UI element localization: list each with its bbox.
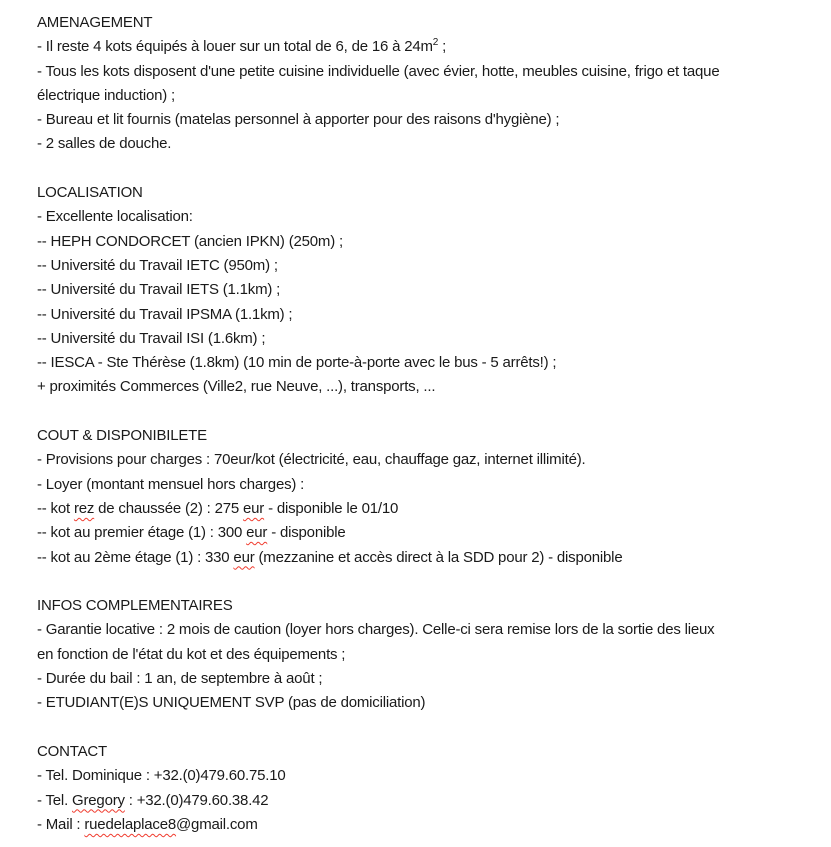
text-segment: - Excellente localisation: xyxy=(37,208,193,226)
blank-line xyxy=(37,716,821,740)
text-segment: - Tous les kots disposent d'une petite cuisine individuelle (avec évier, hotte, meubles cuisine, frigo et taque xyxy=(37,62,720,80)
text-line xyxy=(37,230,821,254)
text-segment: de chaussée (2) : 275 xyxy=(94,499,244,517)
text-line xyxy=(37,108,821,132)
section-heading: INFOS COMPLEMENTAIRES xyxy=(37,597,233,615)
text-segment: - Il reste 4 kots équipés à louer sur un total de 6, de 16 à 24m xyxy=(37,38,433,56)
text-line xyxy=(37,303,821,327)
document-content xyxy=(37,11,821,837)
blank-line xyxy=(37,400,821,424)
text-line xyxy=(37,764,821,788)
misspelled-word: eur xyxy=(243,499,265,517)
text-line xyxy=(37,691,821,715)
text-segment: -- HEPH CONDORCET (ancien IPKN) (250m) ; xyxy=(37,232,343,250)
text-segment: - ETUDIANT(E)S UNIQUEMENT SVP (pas de domiciliation) xyxy=(37,694,426,712)
misspelled-word: ruedelaplace8 xyxy=(84,815,177,833)
text-segment: en fonction de l'état du kot et des équipements ; xyxy=(37,645,346,663)
misspelled-word: eur xyxy=(246,524,268,542)
section-heading: AMENAGEMENT xyxy=(37,14,153,31)
text-line xyxy=(37,327,821,351)
text-line xyxy=(37,205,821,229)
misspelled-word: Gregory xyxy=(72,791,125,809)
text-segment: (mezzanine et accès direct à la SDD pour 2) - disponible xyxy=(254,548,623,566)
text-segment: - Loyer (montant mensuel hors charges) : xyxy=(37,475,305,493)
text-segment: -- Université du Travail IETC (950m) ; xyxy=(37,256,278,274)
text-line xyxy=(37,643,821,667)
text-line xyxy=(37,132,821,156)
text-segment: - Durée du bail : 1 an, de septembre à août ; xyxy=(37,670,323,688)
superscript: 2 xyxy=(432,37,439,49)
text-line xyxy=(37,618,821,642)
blank-line xyxy=(37,157,821,181)
section-heading: COUT & DISPONIBILETE xyxy=(37,427,207,445)
text-line xyxy=(37,448,821,472)
text-segment: - disponible xyxy=(267,524,346,542)
section-heading: LOCALISATION xyxy=(37,184,143,202)
text-segment: -- kot au 2ème étage (1) : 330 xyxy=(37,548,234,566)
text-line xyxy=(37,813,821,837)
text-segment: - Mail : xyxy=(37,815,85,833)
section-heading: CONTACT xyxy=(37,742,107,760)
text-line xyxy=(37,521,821,545)
text-line xyxy=(37,60,821,84)
text-segment: -- kot xyxy=(37,499,74,517)
text-line xyxy=(37,254,821,278)
text-segment: + proximités Commerces (Ville2, rue Neuve, ...), transports, ... xyxy=(37,378,436,396)
text-line xyxy=(37,35,821,59)
text-line xyxy=(37,351,821,375)
text-segment: ; xyxy=(438,38,447,56)
text-segment: -- Université du Travail IPSMA (1.1km) ; xyxy=(37,305,293,323)
text-segment: - disponible le 01/10 xyxy=(264,499,399,517)
text-segment: - Garantie locative : 2 mois de caution (loyer hors charges). Celle-ci sera remise lors de la sortie des lieux xyxy=(37,621,715,639)
text-line xyxy=(37,789,821,813)
text-line xyxy=(37,84,821,108)
misspelled-word: eur xyxy=(233,548,255,566)
text-line xyxy=(37,278,821,302)
text-segment: @gmail.com xyxy=(176,815,258,833)
text-segment: -- Université du Travail IETS (1.1km) ; xyxy=(37,281,281,299)
text-segment: -- kot au premier étage (1) : 300 xyxy=(37,524,247,542)
text-segment: - Tel. xyxy=(37,791,73,809)
text-segment: : +32.(0)479.60.38.42 xyxy=(124,791,269,809)
text-segment: - 2 salles de douche. xyxy=(37,135,172,153)
text-line xyxy=(37,473,821,497)
text-segment: - Tel. Dominique : +32.(0)479.60.75.10 xyxy=(37,767,286,785)
misspelled-word: rez xyxy=(73,499,95,517)
text-segment: -- IESCA - Ste Thérèse (1.8km) (10 min de porte-à-porte avec le bus - 5 arrêts!) ; xyxy=(37,354,557,372)
text-segment: électrique induction) ; xyxy=(37,86,175,104)
text-segment: - Bureau et lit fournis (matelas personnel à apporter pour des raisons d'hygiène) ; xyxy=(37,111,560,129)
text-line xyxy=(37,375,821,399)
text-line xyxy=(37,667,821,691)
text-line xyxy=(37,497,821,521)
text-segment: -- Université du Travail ISI (1.6km) ; xyxy=(37,329,266,347)
text-segment: - Provisions pour charges : 70eur/kot (électricité, eau, chauffage gaz, internet illimité). xyxy=(37,451,586,469)
blank-line xyxy=(37,570,821,594)
text-line xyxy=(37,546,821,570)
